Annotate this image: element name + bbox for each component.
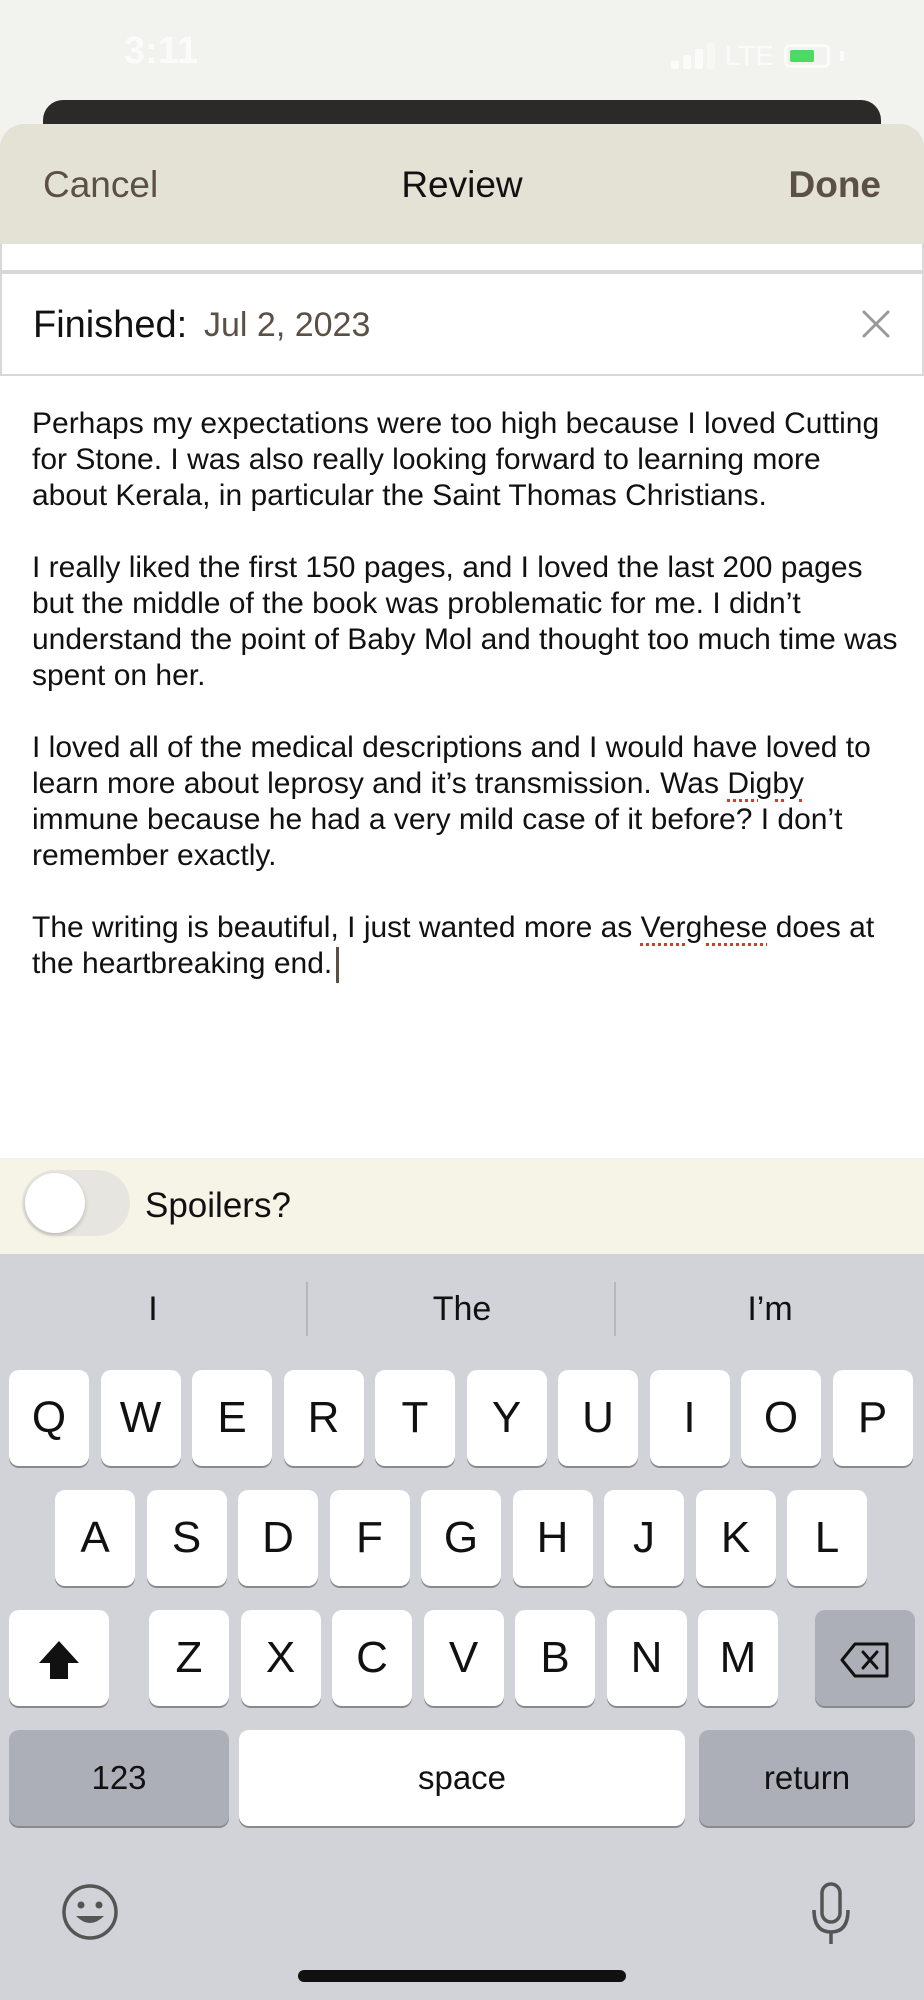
review-paragraph: The writing is beautiful, I just wanted more as Verghese does at the heartbreaking end.: [32, 910, 902, 983]
misspelled-word[interactable]: Digby: [727, 767, 805, 800]
done-button[interactable]: Done: [788, 164, 881, 205]
suggestion-item[interactable]: The: [432, 1290, 492, 1328]
review-text[interactable]: [32, 406, 902, 1019]
battery-icon: [784, 44, 830, 68]
key-o[interactable]: O: [741, 1370, 821, 1466]
key-j[interactable]: J: [604, 1490, 684, 1586]
delete-icon: [839, 1640, 891, 1680]
key-x[interactable]: X: [241, 1610, 321, 1706]
shift-arrow-icon: [35, 1637, 83, 1683]
review-paragraph: I loved all of the medical descriptions and I would have loved to learn more about leprosy and it’s transmission. Was Digby immune because he had a very mild case of it before? I don’t remember exactly.: [32, 731, 871, 872]
status-bar: [0, 0, 924, 100]
key-e[interactable]: E: [192, 1370, 272, 1466]
key-n[interactable]: N: [607, 1610, 687, 1706]
key-i[interactable]: I: [650, 1370, 730, 1466]
key-t[interactable]: T: [375, 1370, 455, 1466]
key-a[interactable]: A: [55, 1490, 135, 1586]
space-key[interactable]: space: [239, 1730, 685, 1826]
finished-date-row[interactable]: [0, 272, 924, 376]
key-s[interactable]: S: [147, 1490, 227, 1586]
text-cursor: [336, 947, 339, 983]
key-r[interactable]: R: [284, 1370, 364, 1466]
clear-date-icon[interactable]: [856, 304, 896, 344]
emoji-icon[interactable]: [60, 1882, 120, 1942]
suggestion-bar: [0, 1254, 924, 1364]
toggle-knob: [25, 1173, 85, 1233]
status-time: 3:11: [124, 30, 198, 72]
key-b[interactable]: B: [515, 1610, 595, 1706]
key-h[interactable]: H: [513, 1490, 593, 1586]
nav-bar: [0, 124, 924, 244]
signal-icon: [671, 43, 715, 69]
suggestion-divider: [614, 1282, 616, 1336]
suggestion-item[interactable]: I: [148, 1290, 158, 1328]
shift-key[interactable]: [9, 1610, 109, 1706]
finished-date-value[interactable]: Jul 2, 2023: [204, 306, 371, 344]
key-z[interactable]: Z: [149, 1610, 229, 1706]
misspelled-word[interactable]: Verghese: [640, 911, 768, 944]
keyboard: [0, 1254, 924, 2000]
key-g[interactable]: G: [421, 1490, 501, 1586]
cancel-button[interactable]: Cancel: [43, 164, 159, 205]
key-v[interactable]: V: [424, 1610, 504, 1706]
review-paragraph: Perhaps my expectations were too high because I loved Cutting for Stone. I was also really looking forward to learning more about Kerala, in particular the Saint Thomas Christians.: [32, 407, 880, 512]
key-q[interactable]: Q: [9, 1370, 89, 1466]
finished-label: Finished:: [33, 304, 188, 346]
key-k[interactable]: K: [696, 1490, 776, 1586]
review-text-area[interactable]: [0, 376, 924, 1158]
key-d[interactable]: D: [238, 1490, 318, 1586]
key-u[interactable]: U: [558, 1370, 638, 1466]
key-l[interactable]: L: [787, 1490, 867, 1586]
key-m[interactable]: M: [698, 1610, 778, 1706]
key-w[interactable]: W: [101, 1370, 181, 1466]
numbers-key[interactable]: 123: [9, 1730, 229, 1826]
suggestion-divider: [306, 1282, 308, 1336]
key-c[interactable]: C: [332, 1610, 412, 1706]
battery-cap: [840, 51, 844, 61]
home-indicator: [298, 1970, 626, 1982]
network-type: LTE: [724, 40, 774, 71]
spoilers-label: Spoilers?: [145, 1186, 291, 1225]
key-p[interactable]: P: [833, 1370, 913, 1466]
key-y[interactable]: Y: [467, 1370, 547, 1466]
spoilers-toggle[interactable]: [22, 1170, 130, 1236]
page-title: Review: [401, 164, 523, 205]
microphone-icon[interactable]: [806, 1882, 856, 1948]
delete-key[interactable]: [815, 1610, 915, 1706]
suggestion-item[interactable]: I’m: [747, 1290, 793, 1328]
return-key[interactable]: return: [699, 1730, 915, 1826]
spoilers-row: [0, 1158, 924, 1254]
key-f[interactable]: F: [330, 1490, 410, 1586]
field-separator: [0, 244, 924, 272]
review-paragraph: I really liked the first 150 pages, and I loved the last 200 pages but the middle of the book was problematic for me. I didn’t understand the point of Baby Mol and thought too much time was spent on her.: [32, 551, 898, 692]
status-indicators: [671, 40, 844, 72]
